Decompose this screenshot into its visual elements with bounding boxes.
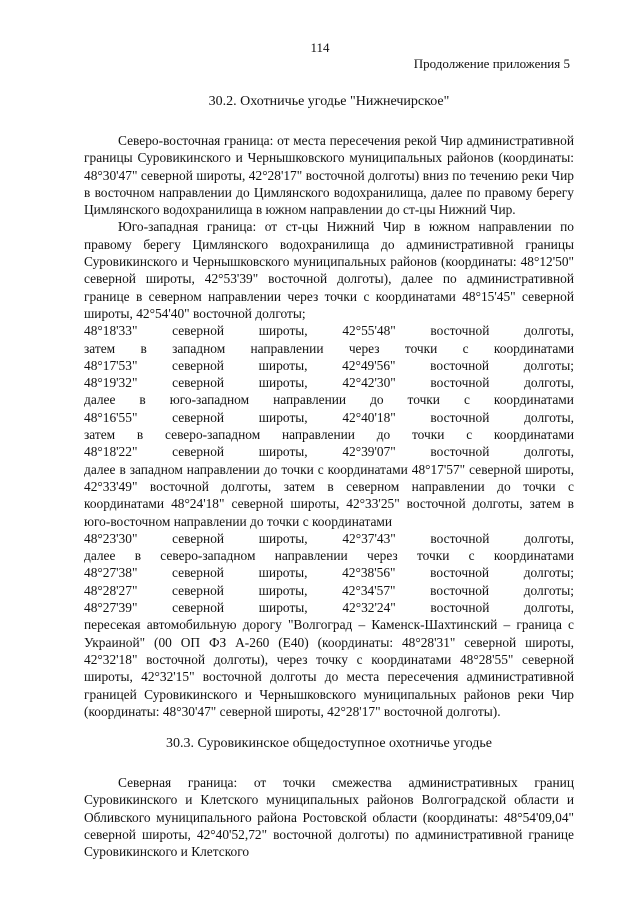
paragraph-continuation-2: пересекая автомобильную дорогу "Волгоград – Каменск-Шахтинский – граница с Украиной" (00 ОП ФЗ А-260 (Е40) (координаты: 48°28'31" северной широты, 42°32'18" восточной долготы), через точку с координатами 48°28'55" северной широты, 42°32'15" восточной долготы до места пересечения административной границей Суровикинского и Чернышковского муниципальных районов реки Чир (координаты: 48°30'47" северной широты, 42°28'17" восточной долготы). bbox=[84, 617, 574, 719]
coordinate-word: восточной bbox=[430, 409, 490, 425]
coordinate-word: через bbox=[366, 548, 398, 564]
coordinate-word: восточной bbox=[430, 530, 490, 546]
coordinate-word: через bbox=[348, 340, 380, 356]
coordinate-word: широты, bbox=[258, 582, 308, 598]
coordinate-line bbox=[84, 599, 574, 616]
coordinate-word: 42°34'57" bbox=[342, 582, 396, 598]
coordinate-word: северной bbox=[172, 530, 225, 546]
document-body bbox=[84, 94, 574, 861]
coordinate-word: долготы; bbox=[523, 565, 574, 581]
paragraph-continuation-1: далее в западном направлении до точки с координатами 48°17'57" северной широты, 42°33'49" восточной долготы, затем в северном направлении до точки с координатами 48°24'18" северной широты, 42°33'25" восточной долготы, затем в юго-восточном направлении до точки с координатами bbox=[84, 461, 574, 529]
coordinate-word: 48°23'30" bbox=[84, 530, 138, 546]
page-number: 114 bbox=[310, 40, 330, 55]
coordinate-line bbox=[84, 357, 574, 374]
coordinate-word: долготы; bbox=[523, 582, 574, 598]
coordinate-word: с bbox=[468, 548, 475, 564]
coordinate-word: 48°19'32" bbox=[84, 375, 138, 391]
coordinate-word: восточной bbox=[430, 444, 490, 460]
coordinate-word: широты, bbox=[258, 444, 308, 460]
coordinate-line bbox=[84, 391, 574, 408]
coordinate-word: 42°49'56" bbox=[342, 357, 396, 373]
paragraph-northeast-border: Северо-восточная граница: от места пересечения рекой Чир административной границы Суровикинского и Чернышковского муниципальных районов (координаты: 48°30'47" северной широты, 42°28'17" восточной долготы) вниз по течению реки Чир в восточном направлении до Цимлянского водохранилища, далее по правому берегу Цимлянского водохранилища в южном направлении до ст-цы Нижний Чир. bbox=[84, 133, 574, 218]
coordinate-word: затем bbox=[84, 340, 116, 356]
coordinate-word: 48°27'38" bbox=[84, 565, 138, 581]
coordinate-word: далее bbox=[84, 392, 116, 408]
coordinate-word: долготы, bbox=[524, 409, 574, 425]
coordinate-word: 42°37'43" bbox=[342, 530, 396, 546]
coordinate-line bbox=[84, 547, 574, 564]
coordinate-word: 42°39'07" bbox=[342, 444, 396, 460]
coordinate-word: долготы, bbox=[524, 530, 574, 546]
coordinate-word: 42°55'48" bbox=[342, 323, 396, 339]
coordinate-word: широты, bbox=[258, 323, 308, 339]
coordinate-word: широты, bbox=[258, 357, 308, 373]
coordinate-word: восточной bbox=[430, 582, 490, 598]
coordinate-word: 48°28'27" bbox=[84, 582, 138, 598]
coordinate-word: в bbox=[140, 340, 147, 356]
coordinate-word: западном bbox=[172, 340, 226, 356]
coordinate-word: долготы, bbox=[524, 375, 574, 391]
coordinate-word: затем bbox=[84, 427, 116, 443]
coordinate-word: 48°17'53" bbox=[84, 357, 138, 373]
coordinate-line bbox=[84, 409, 574, 426]
coordinate-word: юго-западном bbox=[169, 392, 250, 408]
coordinate-line bbox=[84, 530, 574, 547]
coordinate-word: широты, bbox=[258, 600, 308, 616]
coordinate-word: широты, bbox=[258, 375, 308, 391]
paragraph-southwest-border: Юго-западная граница: от ст-цы Нижний Чир в южном направлении по правому берегу Цимлянского водохранилища до административной границы Суровикинского и Чернышковского муниципальных районов (координаты: 48°12'50" северной широты, 42°53'39" восточной долготы), далее по административной границе в северном направлении через точки с координатами 48°15'45" северной широты, 42°54'40" восточной долготы; bbox=[84, 219, 574, 321]
coordinate-word: северо-западном bbox=[160, 548, 256, 564]
coordinate-line bbox=[84, 374, 574, 391]
coordinate-word: до bbox=[370, 392, 384, 408]
coordinate-word: северной bbox=[172, 444, 225, 460]
coordinate-word: северной bbox=[172, 375, 225, 391]
section-title-30-2: 30.2. Охотничье угодье "Нижнечирское" bbox=[208, 94, 450, 109]
coordinate-word: широты, bbox=[258, 409, 308, 425]
coordinate-line bbox=[84, 564, 574, 581]
coordinate-word: долготы; bbox=[523, 357, 574, 373]
coordinate-word: восточной bbox=[430, 600, 490, 616]
coordinate-word: координатами bbox=[493, 427, 574, 443]
coordinate-lines-1 bbox=[84, 322, 574, 460]
coordinate-word: точки bbox=[404, 340, 438, 356]
coordinate-word: долготы, bbox=[524, 600, 574, 616]
coordinate-word: точки bbox=[407, 392, 440, 408]
coordinate-word: координатами bbox=[493, 340, 574, 356]
coordinate-word: в bbox=[139, 392, 146, 408]
coordinate-word: широты, bbox=[258, 565, 308, 581]
coordinate-word: 42°40'18" bbox=[342, 409, 396, 425]
coordinate-word: 48°18'22" bbox=[84, 444, 138, 460]
coordinate-word: с bbox=[466, 427, 473, 443]
coordinate-word: северной bbox=[172, 409, 225, 425]
coordinate-word: 48°18'33" bbox=[84, 323, 138, 339]
coordinate-word: широты, bbox=[258, 530, 308, 546]
coordinate-word: с bbox=[462, 340, 469, 356]
coordinate-word: точки bbox=[416, 548, 450, 564]
section-title-30-3: 30.3. Суровикинское общедоступное охотничье угодье bbox=[166, 736, 492, 752]
coordinate-word: восточной bbox=[430, 357, 490, 373]
coordinate-word: до bbox=[376, 427, 391, 443]
coordinate-word: направлении bbox=[274, 548, 348, 564]
coordinate-word: 48°16'55" bbox=[84, 409, 138, 425]
coordinate-word: северной bbox=[172, 323, 225, 339]
coordinate-word: восточной bbox=[430, 375, 490, 391]
coordinate-word: северной bbox=[172, 565, 224, 581]
coordinate-word: долготы, bbox=[524, 444, 574, 460]
coordinate-line bbox=[84, 582, 574, 599]
coordinate-word: с bbox=[463, 392, 470, 408]
coordinate-line bbox=[84, 426, 574, 443]
coordinate-word: направлении bbox=[273, 392, 347, 408]
coordinate-word: направлении bbox=[281, 427, 355, 443]
coordinate-word: в bbox=[136, 427, 144, 443]
coordinate-word: северо-западном bbox=[165, 427, 261, 443]
coordinate-word: далее bbox=[84, 548, 116, 564]
coordinate-line bbox=[84, 443, 574, 460]
coordinate-word: координатами bbox=[493, 548, 574, 564]
coordinate-word: в bbox=[134, 548, 142, 564]
coordinate-word: направлении bbox=[250, 340, 324, 356]
coordinate-word: северной bbox=[172, 582, 224, 598]
coordinate-lines-2 bbox=[84, 530, 574, 616]
coordinate-word: восточной bbox=[430, 565, 490, 581]
coordinate-word: северной bbox=[172, 357, 224, 373]
coordinate-word: 42°32'24" bbox=[342, 600, 396, 616]
coordinate-line bbox=[84, 322, 574, 339]
coordinate-word: 42°42'30" bbox=[342, 375, 396, 391]
coordinate-word: долготы, bbox=[524, 323, 574, 339]
coordinate-word: восточной bbox=[430, 323, 490, 339]
coordinate-word: координатами bbox=[493, 392, 574, 408]
coordinate-word: точки bbox=[412, 427, 445, 443]
coordinate-word: 42°38'56" bbox=[342, 565, 396, 581]
paragraph-north-border: Северная граница: от точки смежества административных границ Суровикинского и Клетского муниципальных районов Волгоградской области и Обливского муниципального района Ростовской области (координаты: 48°54'09,04" северной широты, 42°40'52,72" восточной долготы) по административной границе Суровикинского и Клетского bbox=[84, 775, 574, 860]
coordinate-word: северной bbox=[172, 600, 225, 616]
coordinate-line bbox=[84, 340, 574, 357]
appendix-note: Продолжение приложения 5 bbox=[413, 56, 570, 71]
coordinate-word: 48°27'39" bbox=[84, 600, 138, 616]
